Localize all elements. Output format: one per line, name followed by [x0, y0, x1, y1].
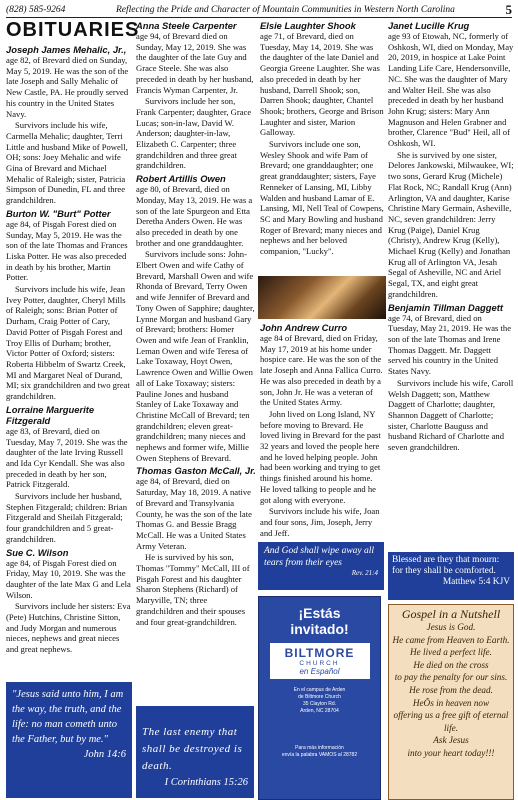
obit-text: Survivors include one son, Wesley Shook and wife Pam of Brevard; one granddaughter; one great granddaughter; sisters, Faye Renneker of Lansing, MI, Libby Walden and husband Lamar of E. Lansing, MI, Nell Teal of Cowpens, SC and Mary Bowling and husband Roger of Brevard; many nieces and nephews and her beloved companion, "Lucky".: [260, 139, 384, 257]
obit-text: age 94, of Brevard died on Sunday, May 12, 2019. She was the daughter of the late Guy and Grace Steele. She was also preceded in death by her husband, Francis Wyman Carpenter, Jr.: [136, 31, 254, 95]
obit-text: age 83, of Brevard, died on Tuesday, May 7, 2019. She was the daughter of the late Irving Russell and Ida Cyr Kendall. She was also preceded in death by her son, Patrick Fitzgerald.: [6, 425, 128, 490]
gospel-line: HeÕs in heaven now: [412, 697, 490, 708]
column-3: [260, 18, 384, 276]
header-phone: (828) 585-9264: [6, 4, 66, 15]
verse-ref: Rev. 21:4: [351, 569, 378, 577]
gospel-line: He came from Heaven to Earth.: [392, 634, 510, 645]
section-title: OBITUARIES: [6, 19, 140, 41]
obit-text: age 80, of Brevard, died on Monday, May 13, 2019. He was a son of the late Spurgeon and Etta Deretha Anders Owen. He was also preceded in death by one brother and one granddaughter.: [136, 184, 253, 248]
column-1: [6, 42, 132, 680]
header-tagline: Reflecting the Pride and Character of Mountain Communities in Western North Carolina: [115, 4, 455, 15]
gospel-line: offering us a free gift of eternal: [393, 710, 509, 721]
gospel-line: Jesus is God.: [426, 622, 476, 632]
verse-ref: Matthew 5:4 KJV: [442, 577, 510, 588]
gospel-box: [388, 604, 514, 800]
logo-es: en Español: [299, 667, 340, 676]
obit-text: Survivors include his wife, Carmella Mehalic; daughter, Terri Little and husband Mike of Powell, OH; sons: Joey Mehalic and wife Gina of Brevard and Michael Mehalic of Raleigh; sister, Patricia Simpson of Dunedin, FL and three grandchildren.: [6, 120, 128, 206]
gospel-line: He lived a perfect life.: [410, 647, 492, 658]
verse-ref: I Corinthians 15:26: [164, 777, 248, 788]
gospel-line: He rose from the dead.: [409, 684, 493, 695]
obit-name: Lorraine Marguerite Fitzgerald: [6, 403, 95, 426]
obit-text: Survivors include her sisters: Eva (Pete) Hutchins, Christine Sitton, and Judy Morgan and numerous nieces, nephews and great nieces and great nephews.: [6, 601, 131, 655]
ad-heading: ¡Estás: [298, 605, 341, 621]
obit-text: Survivors include her husband, Stephen Fitzgerald; children: Brian Fitzgerald and Sheilah Fitzgerald; four grandchildren and 5 great-grandchildren.: [6, 491, 127, 544]
obit-text: John lived on Long Island, NY before moving to Brevard. He loved living in Brevard for the past 32 years and loved the people here and he loved helping people. John had been working and trying to get things finished around his home. He loved talking to people and he got along with everyone.: [260, 408, 381, 505]
obit-name: Burton W. "Burt" Potter: [6, 207, 111, 219]
obit-name: Thomas Gaston McCall, Jr.: [136, 465, 256, 477]
verse-matthew: [388, 552, 514, 600]
obit-text: She is survived by one sister, Delores Jankowski, Milwaukee, WI; two sons, Gerard Krug (Michele) Flat Rock, NC; Randall Krug (Ann) Arlington, VA and daughter, Karise Christine Mary Germain, Asheville, NC, seven grandchildren: Jerry Krug (Paige), Daniel Krug (Christy), Andrew Krug (Kelly), Michael Krug (Kelly) and Jonathan Krug all of Arlington VA, Jesah Segal of Asheville, NC and Ariel Segal, TX, and eight great grandchildren.: [388, 149, 514, 299]
obit-text: age 74, of Brevard, died on Tuesday, May 21, 2019. He was the son of the late Thomas and Irene Thomas Daggett. Mr. Daggett served his country in the United States Navy.: [388, 312, 512, 377]
obit-name: Benjamin Tillman Daggett: [388, 301, 503, 313]
ad-footer: [259, 745, 380, 759]
gospel-line: He died on the cross: [413, 659, 489, 670]
gospel-title: Gospel in a Nutshell: [401, 607, 501, 621]
ad-info-line: En el campus de Arden: [293, 687, 346, 693]
obit-text: age 71, of Brevard, died on Tuesday, May 14, 2019. She was the daughter of the late Daniel and Georgia Greene Laughter. She was also preceded in death by her husband, Darrell Shook; son, Darren Shook; daughter, Chantel Shook; brothers, George and Brison Laughter and sister, Marion Galloway.: [260, 31, 384, 138]
obit-name: Anna Steele Carpenter: [136, 20, 237, 31]
obit-name: Sue C. Wilson: [6, 546, 69, 558]
verse-ref: John 14:6: [83, 749, 126, 760]
verse-text: "Jesus said unto him, I am the way, the truth, and the life: no man cometh unto the Father, but by me.": [12, 689, 124, 745]
verse-john-14-6: [6, 682, 132, 798]
obit-name: Janet Lucille Krug: [388, 20, 470, 31]
page-header: [6, 2, 512, 18]
column-4: [388, 18, 514, 550]
gospel-line: to pay the penalty for our sins.: [394, 672, 508, 683]
gospel-line: life.: [443, 722, 459, 733]
obit-name: John Andrew Curro: [260, 322, 348, 333]
ad-foot-line: envía la palabra VAMOS al 28782: [281, 752, 358, 758]
obit-text: Survivors include her son, Frank Carpenter; daughter, Grace Lucas; son-in-law, David W. Anderson; daughter-in-law, Elizabeth C. Carpenter; three grandchildren and three great grandchildren.: [136, 96, 252, 171]
ad-info: [259, 687, 380, 715]
ad-foot-line: Para más información: [295, 745, 344, 751]
ad-info-line: Arden, NC 28704: [300, 708, 339, 714]
verse-corinthians: [136, 706, 254, 798]
verse-text: The last enemy that shall be destroyed is death.: [142, 726, 243, 772]
obit-text: Survivors include his wife, Joan and four sons, Jim, Joseph, Jerry and Jeff.: [260, 506, 380, 538]
ad-info-line: de Biltmore Church: [298, 694, 341, 700]
obit-text: Survivors include sons: John-Elbert Owen and wife Cathy of Brevard, Marshall Owen and wife Rhonda of Brevard, Terry Owen and wife Jennifer of Brevard and Tony Owen of Sapphire; daughter, Lynne Morgan and husband Gary of Brevard; brothers: Homer Owen and wife Jean of Franklin, Leman Owen and wife Teresa of Lake Toxaway, Hoyt Owen, Lawrence Owen and Willie Owen all of Lake Toxaway; sisters: Pauline Jones and husband Stanley of Lake Toxaway and Christine McCall of Brevard; ten grandchildren; eleven great-grandchildren; many nieces and nephews and former wife, Millie Owen Stephens of Brevard.: [136, 249, 255, 463]
page-number: 5: [505, 1, 512, 17]
column-2: [136, 18, 256, 704]
verse-revelation: [258, 542, 384, 590]
verse-text: Blessed are they that mourn: for they shall be comforted.: [392, 555, 500, 577]
obit-text: age 84, of Pisgah Forest died on Friday, May 10, 2019. She was the daughter of the late Max G and Lela Wilson.: [6, 557, 131, 600]
obit-text: age 84 of Brevard, died on Friday, May 17, 2019 at his home under hospice care. He was the son of the late Joseph and Anna Fallica Curro. He was also preceded in death by a son, John Jr. He was a veteran of the United States Army.: [260, 333, 383, 408]
obit-text: Survivors include his wife, Caroll Welsh Daggett; son, Matthew Daggett of Charlotte; daughter, Shannon Daggett of Charlotte; sister, Charlotte Bauguss and husband Richard of Charlotte and seven grandchildren.: [388, 377, 514, 453]
church-logo: [270, 643, 370, 679]
logo-sub: CHURCH: [299, 660, 340, 667]
obit-name: Joseph James Mehalic, Jr.,: [6, 44, 127, 55]
verse-text: And God shall wipe away all tears from their eyes: [264, 546, 375, 568]
obit-text: Survivors include his wife, Jean Ivey Potter, daughter, Cheryl Mills of Raleigh; sons: Brian Potter of Durham, Craig Potter of Cary, David Potter of Pisgah Forest and Troy Ellis of Durham; brother, Victor Potter of Oxford; sisters: Roberta Hibbelm of Swartz Creek, MI and Margaret Neal of Durand, MI; six grandchildren and two great grandchildren.: [6, 284, 130, 402]
logo-title: BILTMORE: [284, 646, 355, 660]
obit-name: Elsie Laughter Shook: [260, 20, 356, 31]
column-3b: [260, 320, 384, 540]
obit-text: age 93 of Etowah, NC, formerly of Oshkosh, WI, died on Monday, May 20, 2019, in hospice at Lake Point Landing Life Care, Hendersonville, NC. She was the daughter of Mary and Walter Heil. She was also preceded in death by her husband John Krug; sisters: Mary Ann Magnuson and Helen Grabner and brother, Clarence "Bud" Heil, all of Oshkosh, WI.: [388, 31, 514, 149]
obit-text: He is survived by his son, Thomas "Tommy" McCall, III of Pisgah Forest and his daughter Sharon Stephens (Richard) of Maryville, TN; three grandchildren and their spouses and four great-grandchildren.: [136, 552, 250, 627]
gospel-line: into your heart today!!!: [407, 747, 495, 758]
obit-text: age 84, of Pisgah Forest died on Sunday, May 5, 2019. He was the son of the late Thomas and Frances Liska Potter. He was also preceded in death by his brother, Martin Potter.: [6, 218, 128, 283]
ad-info-line: 35 Clayton Rd.: [302, 701, 337, 707]
church-ad[interactable]: [258, 596, 381, 800]
obit-name: Robert Artillis Owen: [136, 173, 226, 185]
obit-text: age 84, of Brevard, died on Saturday, May 18, 2019. A native of Brevard and Transylvania County, he was the son of the late Thomas G. and Bessie Bragg McCall. He was a United States Army Veteran.: [136, 476, 252, 551]
obit-text: age 82, of Brevard died on Sunday, May 5, 2019. He was the son of the late Joseph and Sally Mehalic of New Castle, PA. He proudly served his country in the United States Navy.: [6, 55, 129, 119]
ad-heading-2: invitado!: [290, 621, 349, 637]
gospel-line: Ask Jesus: [433, 735, 469, 746]
photo-shook: [258, 276, 386, 319]
